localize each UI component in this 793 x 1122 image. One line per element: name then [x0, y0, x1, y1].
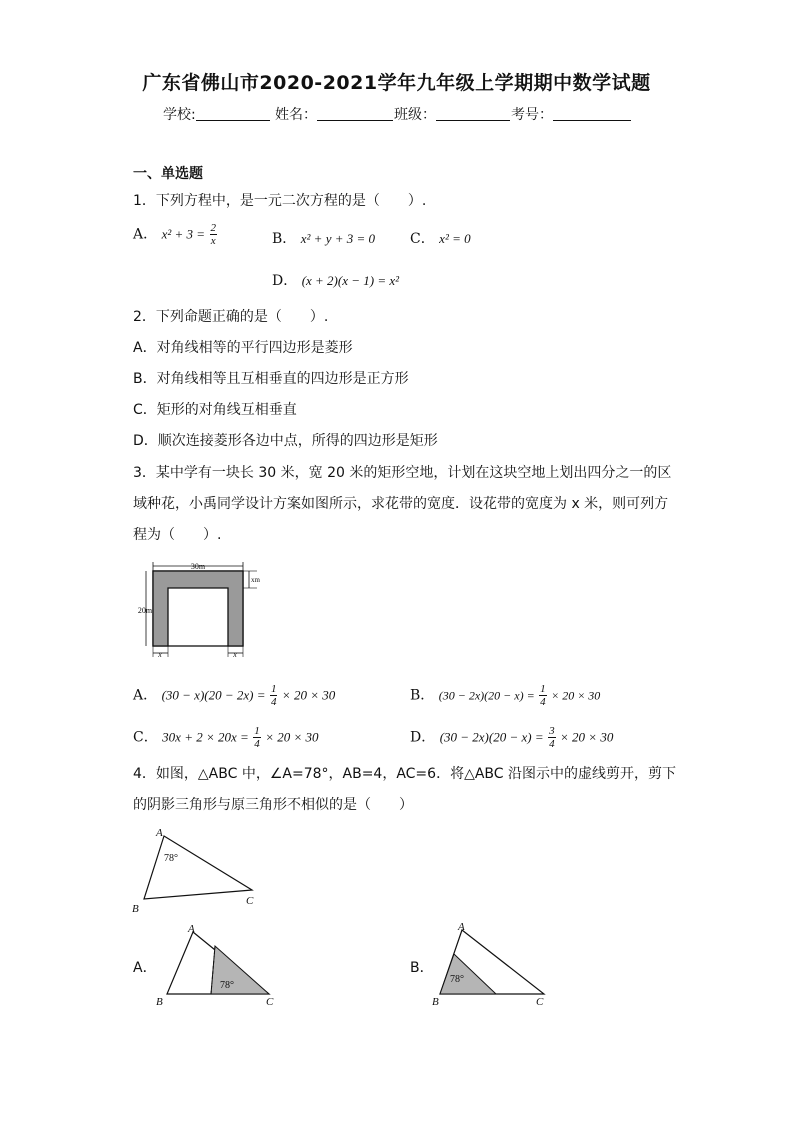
fig-right-label: xm [251, 576, 260, 584]
q1-option-c: C． x² = 0 [410, 231, 471, 247]
q3-b-fraction: $\frac{1}{4}$ [540, 683, 546, 708]
school-blank [196, 106, 270, 121]
q3-option-a: A． (30 − x)(20 − 2x) = $\frac{1}{4}$ × 20 × 30 [133, 683, 336, 708]
svg-text:A: A [188, 923, 195, 935]
q4-option-b-label: B． [410, 960, 434, 976]
q2-option-c: C．矩形的对角线互相垂直 [133, 402, 297, 418]
name-label: 姓名： [275, 107, 317, 123]
q2-option-b: B．对角线相等且互相垂直的四边形是正方形 [133, 371, 409, 387]
q4-stem-line1: 4．如图，△ABC 中，∠A=78°，AB=4，AC=6．将△ABC 沿图示中的虚线剪开，剪下 [133, 766, 676, 782]
q4-stem-line2: 的阴影三角形与原三角形不相似的是（ ） [133, 797, 413, 813]
q1-option-b: B． x² + y + 3 = 0 [272, 231, 376, 247]
fig-top-label: 30m [190, 562, 206, 571]
q3-garden-figure [133, 558, 263, 660]
class-label: 班级： [394, 107, 436, 123]
number-field [511, 104, 631, 124]
q2-option-d: D．顺次连接菱形各边中点，所得的四边形是矩形 [133, 433, 438, 449]
q3-d-fraction: $\frac{3}{4}$ [549, 725, 555, 750]
class-blank [436, 106, 510, 121]
svg-text:B: B [432, 996, 439, 1008]
name-blank [317, 106, 393, 121]
q1-stem: 1．下列方程中，是一元二次方程的是（ ）. [133, 193, 427, 209]
fig-x-label-left: x [158, 650, 162, 659]
class-field [394, 104, 510, 124]
q4-option-a-figure [152, 920, 282, 1010]
q2-option-a: A．对角线相等的平行四边形是菱形 [133, 340, 353, 356]
school-label: 学校: [163, 107, 196, 123]
point-c-label: C [246, 895, 254, 907]
svg-text:C: C [266, 996, 274, 1008]
q3-a-fraction: $\frac{1}{4}$ [270, 683, 277, 708]
q3-option-d: D． (30 − 2x)(20 − x) = $\frac{3}{4}$ × 20 × 30 [410, 725, 614, 750]
svg-text:A: A [458, 921, 465, 933]
fig-left-label: 20m [137, 606, 153, 615]
name-field [275, 104, 393, 124]
svg-text:78°: 78° [450, 974, 464, 985]
page-title: 广东省佛山市2020-2021学年九年级上学期期中数学试题 [142, 72, 651, 94]
q3-c-fraction: $\frac{1}{4}$ [254, 725, 260, 750]
q1-option-a: A． x² + 3 = $\frac{2}{x}$ [133, 222, 216, 247]
q1-option-d: D． (x + 2)(x − 1) = x² [272, 273, 400, 289]
q4-option-b-figure [428, 920, 558, 1010]
q3-stem-line1: 3．某中学有一块长 30 米，宽 20 米的矩形空地，计划在这块空地上划出四分之一的区 [133, 465, 672, 481]
q1-a-fraction: $\frac{2}{x}$ [210, 222, 216, 247]
fig-x-label-right: x [233, 650, 237, 659]
point-a-label: A [156, 827, 163, 839]
q3-option-c: C． 30x + 2 × 20x = $\frac{1}{4}$ × 20 × 30 [133, 725, 319, 750]
point-b-label: B [132, 903, 139, 915]
svg-text:78°: 78° [220, 980, 234, 991]
number-label: 考号： [511, 107, 553, 123]
q4-triangle-figure [128, 824, 263, 916]
svg-text:B: B [156, 996, 163, 1008]
q3-option-b: B． (30 − 2x)(20 − x) = $\frac{1}{4}$ × 20 × 30 [410, 683, 601, 708]
q3-stem-line3: 程为（ ）. [133, 527, 222, 543]
q2-stem: 2．下列命题正确的是（ ）. [133, 309, 329, 325]
section-title: 一、单选题 [133, 166, 203, 182]
q4-option-a-label: A． [133, 960, 157, 976]
q3-stem-line2: 域种花，小禹同学设计方案如图所示，求花带的宽度．设花带的宽度为 x 米，则可列方 [133, 496, 669, 512]
angle-label: 78° [164, 853, 178, 864]
school-field [163, 104, 270, 124]
triangle-abc [144, 836, 252, 899]
number-blank [553, 106, 631, 121]
svg-text:C: C [536, 996, 544, 1008]
